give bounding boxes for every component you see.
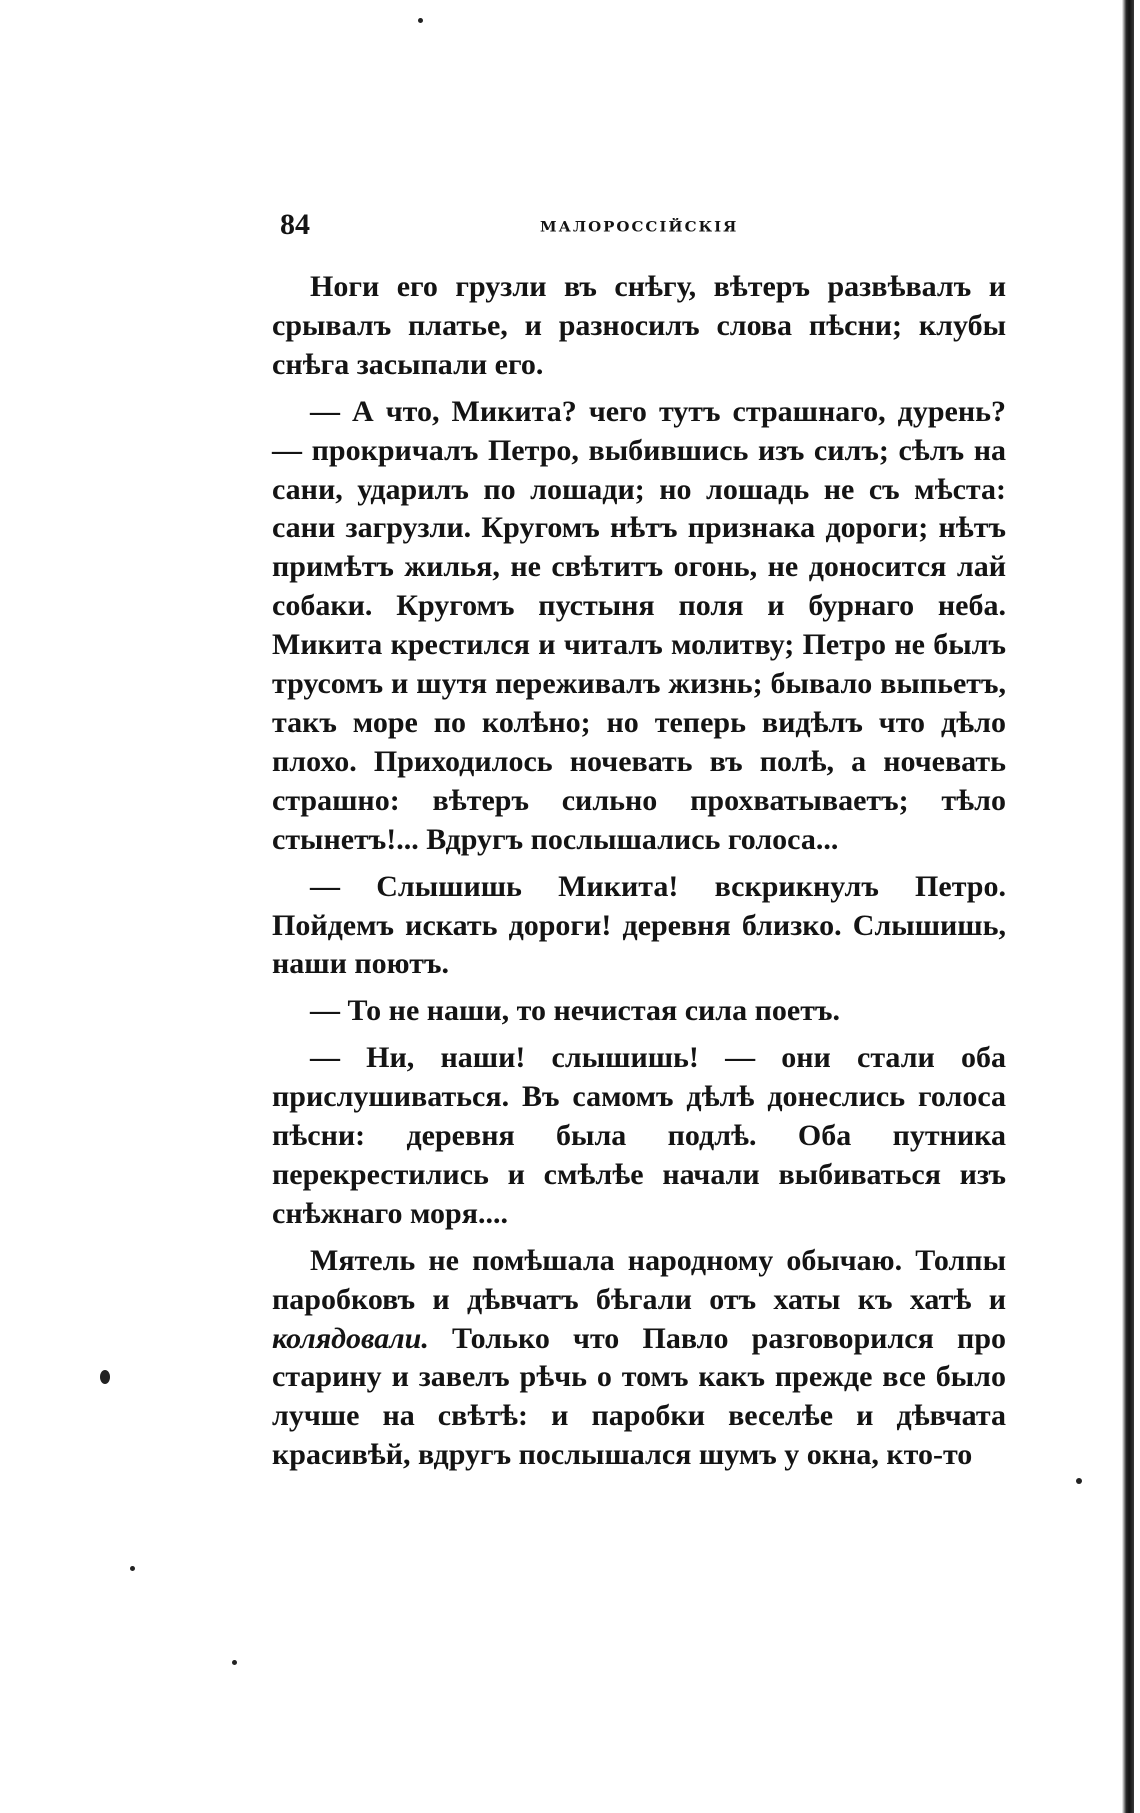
paragraph: — То не наши, то нечистая сила поетъ. [310, 994, 840, 1028]
paragraph-text: Мятель не помѣшала народному обычаю. Толпы паробковъ и дѣвчатъ бѣгали отъ хаты къ хатѣ и [272, 1243, 1006, 1316]
page-header [280, 208, 1010, 248]
paragraph: — Ни, наши! слышишь! — они стали оба прислушиваться. Въ самомъ дѣлѣ донеслись голоса пѣсни: деревня была подлѣ. Оба путника перекрестились и смѣлѣе начали выбиваться изъ снѣжнаго моря.... [272, 1041, 1006, 1230]
paragraph [272, 1242, 1006, 1475]
scan-speck [232, 1660, 237, 1665]
page-number: 84 [280, 208, 310, 241]
running-title: МАЛОРОССІЙСКІЯ [540, 218, 739, 236]
book-page-edge [1122, 0, 1134, 1813]
scan-speck [1076, 1478, 1082, 1484]
paragraph: — Слышишь Микита! вскрикнулъ Петро. Пойдемъ искать дороги! деревня близко. Слышишь, наши поютъ. [272, 869, 1006, 981]
scan-speck [130, 1566, 135, 1571]
paragraph: Ноги его грузли въ снѣгу, вѣтеръ развѣвалъ и срывалъ платье, и разносилъ слова пѣсни; клубы снѣга засыпали его. [272, 270, 1006, 381]
scan-speck [418, 18, 423, 23]
paragraph-text: Только что Павло разговорился про старину и завелъ рѣчь о томъ какъ прежде все было лучше на свѣтѣ: и паробки веселѣе и дѣвчата красивѣй, вдругъ послышался шумъ у окна, кто-то [272, 1321, 1006, 1472]
paragraph: — А что, Микита? чего тутъ страшнаго, дурень? — прокричалъ Петро, выбившись изъ силъ; сѣлъ на сани, ударилъ по лошади; но лошадь не съ мѣста: сани загрузли. Кругомъ нѣтъ признака дороги; нѣтъ примѣтъ жилья, не свѣтитъ огонь, не доносится лай собаки. Кругомъ пустыня поля и бурнаго неба. Микита крестился и читалъ молитву; Петро не былъ трусомъ и шутя переживалъ жизнь; бывало выпьетъ, такъ море по колѣно; но теперь видѣлъ что дѣло плохо. Приходилось ночевать въ полѣ, а ночевать страшно: вѣтеръ сильно прохватываетъ; тѣло стынетъ!... Вдругъ послышались голоса... [272, 394, 1006, 856]
body-text [272, 268, 1006, 1483]
scan-speck [100, 1370, 110, 1384]
italic-word: колядовали. [272, 1321, 429, 1355]
